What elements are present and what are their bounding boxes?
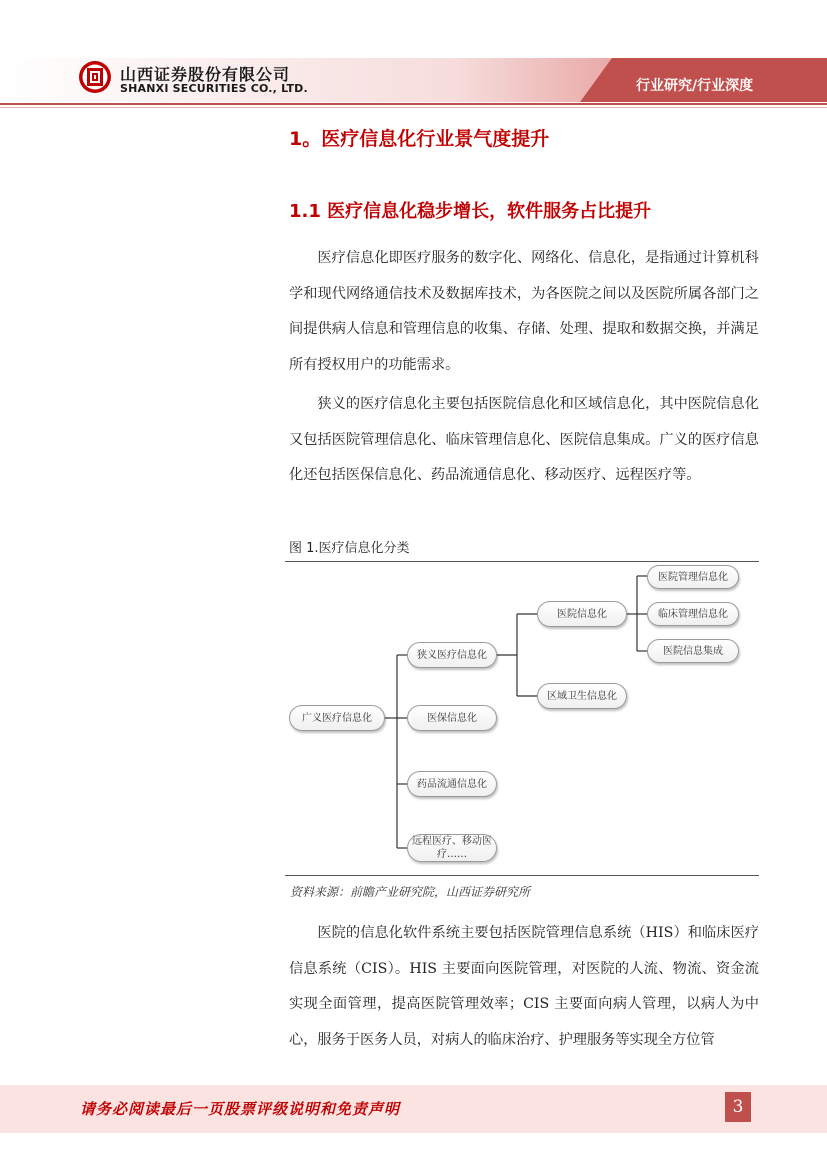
body-paragraph: 医院的信息化软件系统主要包括医院管理信息系统（HIS）和临床医疗信息系统（CIS）。HIS 主要面向医院管理，对医院的人流、物流、资金流实现全面管理，提高医院管理效率；CIS 主要面向病人管理，以病人为中心，服务于医务人员，对病人的临床治疗、护理服务等实现全方位管 (289, 925, 759, 1048)
node-insurance-it: 医保信息化 (407, 705, 497, 731)
body-paragraph: 医疗信息化即医疗服务的数字化、网络化、信息化，是指通过计算机科学和现代网络通信技术及数据库技术，为各医院之间以及医院所属各部门之间提供病人信息和管理信息的收集、存储、处理、提取和数据交换，并满足所有授权用户的功能需求。 (289, 250, 759, 373)
page-header (0, 0, 827, 110)
section-heading: 1。医疗信息化行业景气度提升 (289, 128, 550, 150)
node-hospital-info-integration: 医院信息集成 (647, 639, 739, 663)
body-paragraph: 狭义的医疗信息化主要包括医院信息化和区域信息化，其中医院信息化又包括医院管理信息化、临床管理信息化、医院信息集成。广义的医疗信息化还包括医保信息化、药品流通信息化、移动医疗、远程医疗等。 (289, 396, 759, 483)
node-hospital-management-it: 医院管理信息化 (647, 565, 739, 589)
section-label: 行业研究/行业深度 (636, 78, 754, 94)
node-narrow-medical-it: 狭义医疗信息化 (407, 642, 497, 668)
subsection-heading: 1.1 医疗信息化稳步增长，软件服务占比提升 (289, 201, 652, 222)
page-number: 3 (725, 1092, 751, 1122)
header-divider (0, 103, 827, 105)
company-name-cn: 山西证券股份有限公司 (120, 65, 291, 84)
node-broad-medical-it: 广义医疗信息化 (289, 705, 385, 731)
node-regional-health-it: 区域卫生信息化 (537, 683, 627, 709)
footer-disclaimer: 请务必阅读最后一页股票评级说明和免责声明 (80, 1100, 401, 1118)
figure-source: 资料来源：前瞻产业研究院，山西证券研究所 (290, 885, 531, 899)
figure-rule-bottom (285, 875, 759, 876)
node-clinical-management-it: 临床管理信息化 (647, 602, 739, 626)
company-name-en: SHANXI SECURITIES CO., LTD. (120, 82, 308, 95)
node-remote-mobile-medical: 远程医疗、移动医疗…… (407, 834, 497, 862)
classification-diagram (285, 562, 759, 874)
figure-title: 图 1.医疗信息化分类 (289, 541, 410, 556)
node-pharma-distribution-it: 药品流通信息化 (407, 771, 497, 797)
node-hospital-it: 医院信息化 (537, 601, 627, 627)
company-logo-icon (78, 60, 112, 94)
header-divider-thin (0, 107, 827, 108)
